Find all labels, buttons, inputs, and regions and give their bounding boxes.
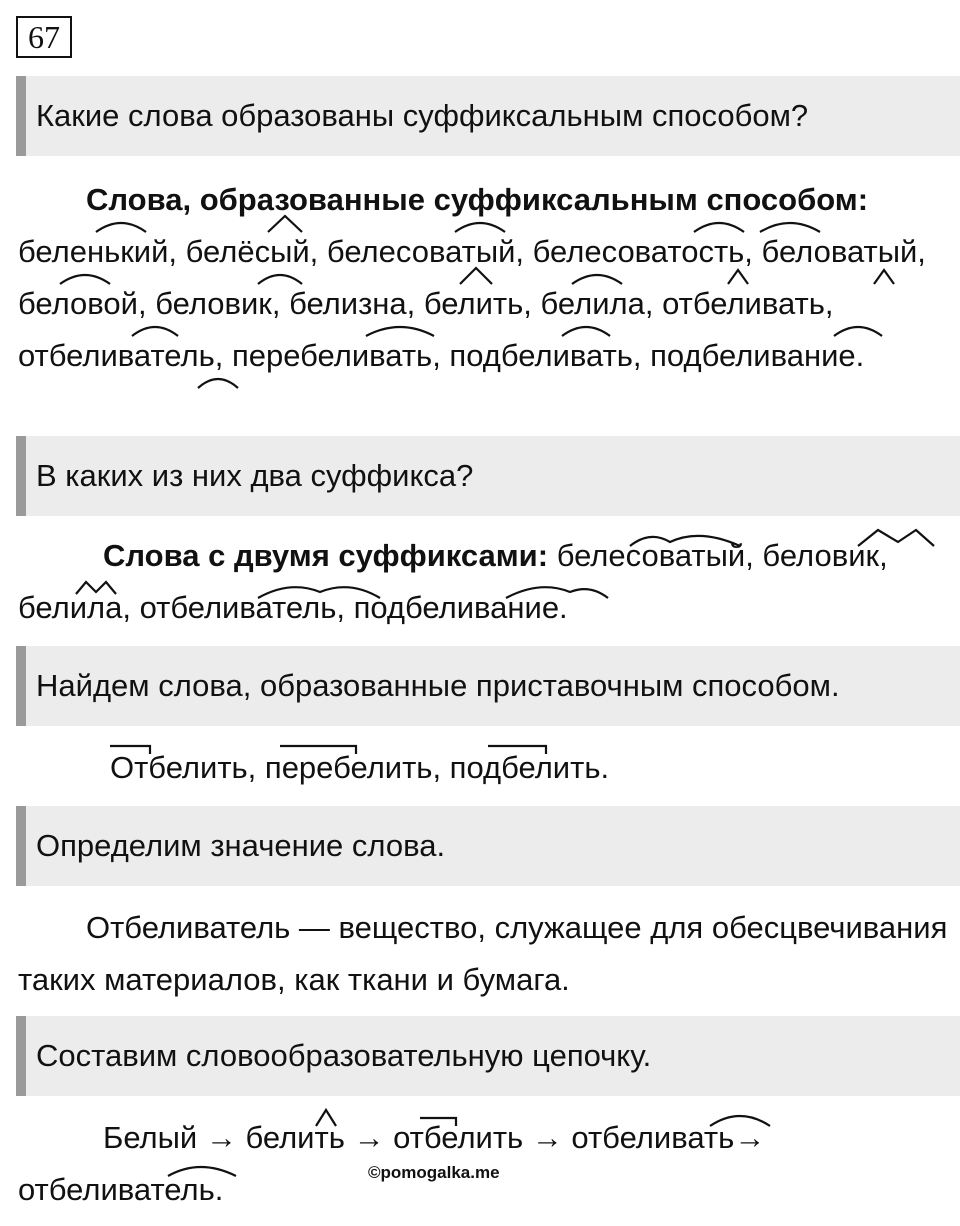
- answer-2-text: белесоватый, беловик, белила, отбеливатель, подбеливание.: [18, 538, 888, 625]
- question-3: Найдем слова, образованные приставочным способом.: [16, 646, 960, 726]
- task-number: 67: [16, 16, 72, 58]
- question-2: В каких из них два суффикса?: [16, 436, 960, 516]
- answer-3: Отбелить, перебелить, подбелить.: [110, 750, 610, 785]
- site-credit: ©pomogalka.me: [368, 1163, 500, 1182]
- answer-4: Отбеливатель — вещество, служащее для обесцвечивания таких материалов, как ткани и бумага.: [18, 910, 948, 997]
- answer-1-text: беленький, белёсый, белесоватый, белесоватость, беловатый, беловой, беловик, белизна, белить, белила, отбеливать, отбеливатель, перебеливать, подбеливать, подбеливание.: [18, 234, 926, 373]
- question-4: Определим значение слова.: [16, 806, 960, 886]
- question-5: Составим словообразовательную цепочку.: [16, 1016, 960, 1096]
- answer-1: [18, 174, 948, 382]
- question-1: Какие слова образованы суффиксальным способом?: [16, 76, 960, 156]
- answer-2: [18, 530, 948, 634]
- answer-2-heading: Слова с двумя суффиксами:: [103, 538, 549, 573]
- answer-1-heading: Слова, образованные суффиксальным способом:: [86, 182, 869, 217]
- answer-5: Белый → белить → отбелить → отбеливать→ отбеливатель.: [18, 1120, 766, 1207]
